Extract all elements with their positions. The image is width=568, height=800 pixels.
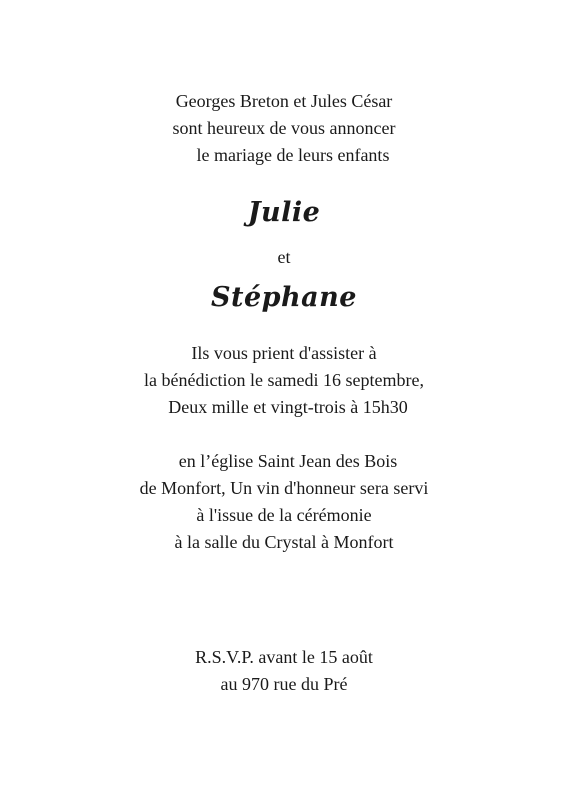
rsvp-line: au 970 rue du Pré [220,674,348,694]
venue-line: à l'issue de la cérémonie [196,505,372,525]
ceremony-block [0,340,568,421]
venue-block [0,448,568,556]
groom-name: Stéphane [211,282,357,313]
venue-line: de Monfort, Un vin d'honneur sera servi [139,478,429,498]
venue-line: à la salle du Crystal à Monfort [174,532,394,552]
conjunction-text: et [277,247,291,267]
ceremony-line: la bénédiction le samedi 16 septembre, [144,370,424,390]
ceremony-line: Ils vous prient d'assister à [191,343,377,363]
rsvp-line: R.S.V.P. avant le 15 août [195,647,373,667]
bride-name-block [0,196,568,230]
announcement-line: le mariage de leurs enfants [196,145,390,165]
groom-name-block [0,281,568,315]
announcement-line: Georges Breton et Jules César [175,91,393,111]
bride-name: Julie [247,197,321,228]
venue-line: en l’église Saint Jean des Bois [178,451,398,471]
announcement-line: sont heureux de vous annoncer [172,118,396,138]
ceremony-line: Deux mille et vingt-trois à 15h30 [168,397,408,417]
conjunction-block [0,244,568,271]
rsvp-block [0,644,568,698]
announcement-block [0,88,568,169]
